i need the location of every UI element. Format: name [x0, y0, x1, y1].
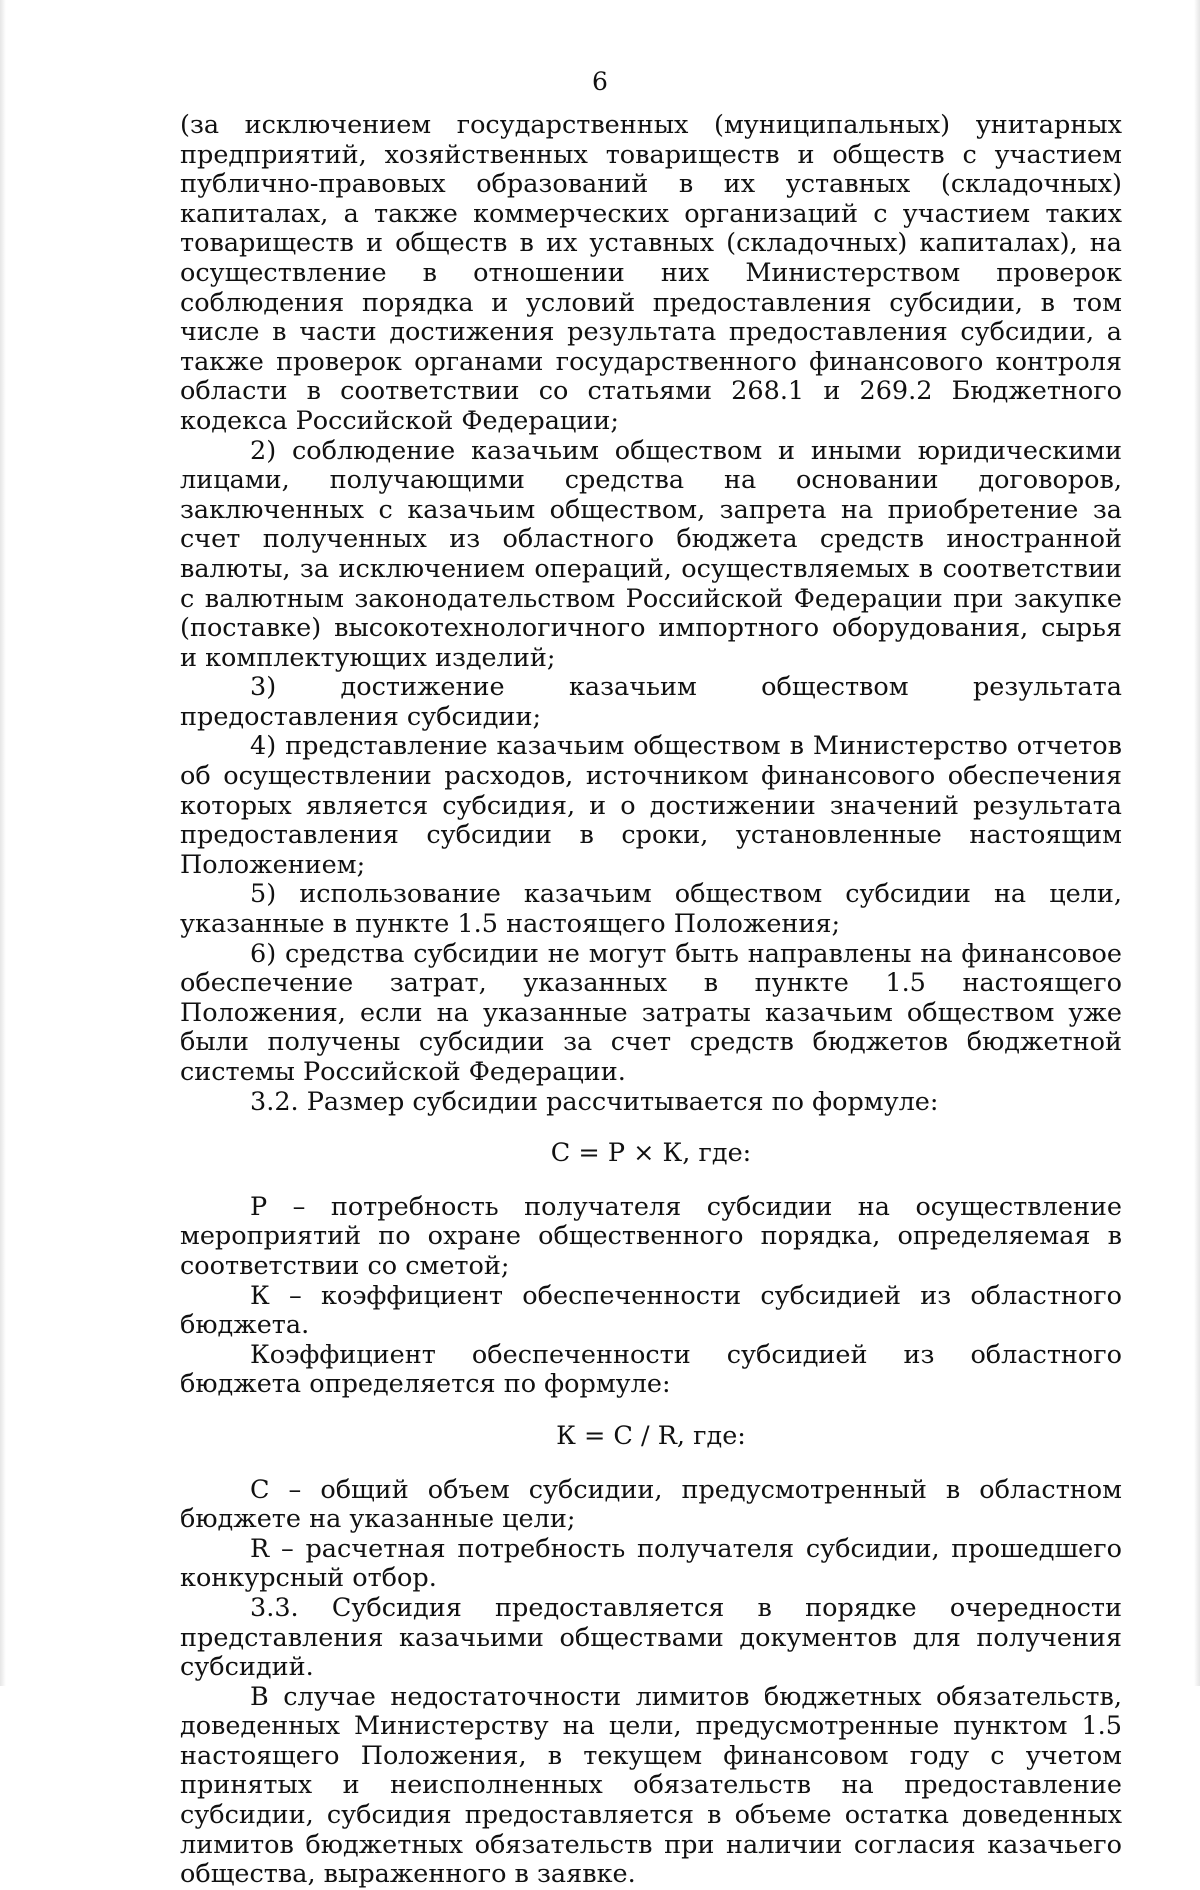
- paragraph-item-3: 3) достижение казачьим обществом результата предоставления субсидии;: [180, 672, 1122, 732]
- paragraph-section-3-3: 3.3. Субсидия предоставляется в порядке очередности представления казачьими обществами документов для получения субсидий.: [180, 1592, 1122, 1683]
- paragraph-coefficient: Коэффициент обеспеченности субсидией из областного бюджета определяется по формуле:: [180, 1339, 1122, 1400]
- paragraph-insufficient-limits: В случае недостаточности лимитов бюджетных обязательств, доведенных Министерству на цели, предусмотренные пунктом 1.5 настоящего Положения, в текущем финансовом году с учетом принятых и неисполненных обязательств на предоставление субсидии, субсидия предоставляется в объеме остатка доведенных лимитов бюджетных обязательств при наличии согласия казачьего общества, выраженного в заявке.: [180, 1681, 1122, 1890]
- scan-edge-right: [1194, 0, 1200, 1686]
- definition-k: К – коэффициент обеспеченности субсидией из областного бюджета.: [180, 1280, 1122, 1341]
- formula-subsidy: С = Р × К, где:: [550, 1138, 752, 1169]
- document-body: [180, 111, 1122, 1890]
- paragraph-item-6: 6) средства субсидии не могут быть направлены на финансовое обеспечение затрат, указанных в пункте 1.5 настоящего Положения, если на указанные затраты казачьим обществом уже были получены субсидии за счет средств бюджетов бюджетной системы Российской Федерации.: [180, 938, 1122, 1087]
- paragraph-item-4: 4) представление казачьим обществом в Министерство отчетов об осуществлении расходов, источником финансового обеспечения которых является субсидия, и о достижении значений результата предоставления субсидии в сроки, установленные настоящим Положением;: [180, 731, 1122, 880]
- page-number: 6: [592, 67, 608, 96]
- definition-r: R – расчетная потребность получателя субсидии, прошедшего конкурсный отбор.: [180, 1533, 1122, 1594]
- definition-p: Р – потребность получателя субсидии на осуществление мероприятий по охране общественного порядка, определяемая в соответствии со сметой;: [180, 1191, 1122, 1281]
- paragraph-section-3-2: 3.2. Размер субсидии рассчитывается по формуле:: [250, 1086, 939, 1117]
- formula-coefficient: К = С / R, где:: [556, 1420, 746, 1451]
- paragraph-item-2: 2) соблюдение казачьим обществом и иными юридическими лицами, получающими средства на основании договоров, заключенных с казачьим обществом, запрета на приобретение за счет полученных из областного бюджета средств иностранной валюты, за исключением операций, осуществляемых в соответствии с валютным законодательством Российской Федерации при закупке (поставке) высокотехнологичного импортного оборудования, сырья и комплектующих изделий;: [180, 435, 1122, 673]
- paragraph-item-5: 5) использование казачьим обществом субсидии на цели, указанные в пункте 1.5 настоящего Положения;: [180, 879, 1122, 940]
- scan-edge-left: [0, 0, 6, 1686]
- definition-c: С – общий объем субсидии, предусмотренный в областном бюджете на указанные цели;: [180, 1474, 1122, 1535]
- paragraph-continuation: (за исключением государственных (муниципальных) унитарных предприятий, хозяйственных товариществ и обществ с участием публично-правовых образований в их уставных (складочных) капиталах, а также коммерческих организаций с участием таких товариществ и обществ в их уставных (складочных) капиталах), на осуществление в отношении них Министерством проверок соблюдения порядка и условий предоставления субсидии, в том числе в части достижения результата предоставления субсидии, а также проверок органами государственного финансового контроля области в соответствии со статьями 268.1 и 269.2 Бюджетного кодекса Российской Федерации;: [180, 110, 1122, 436]
